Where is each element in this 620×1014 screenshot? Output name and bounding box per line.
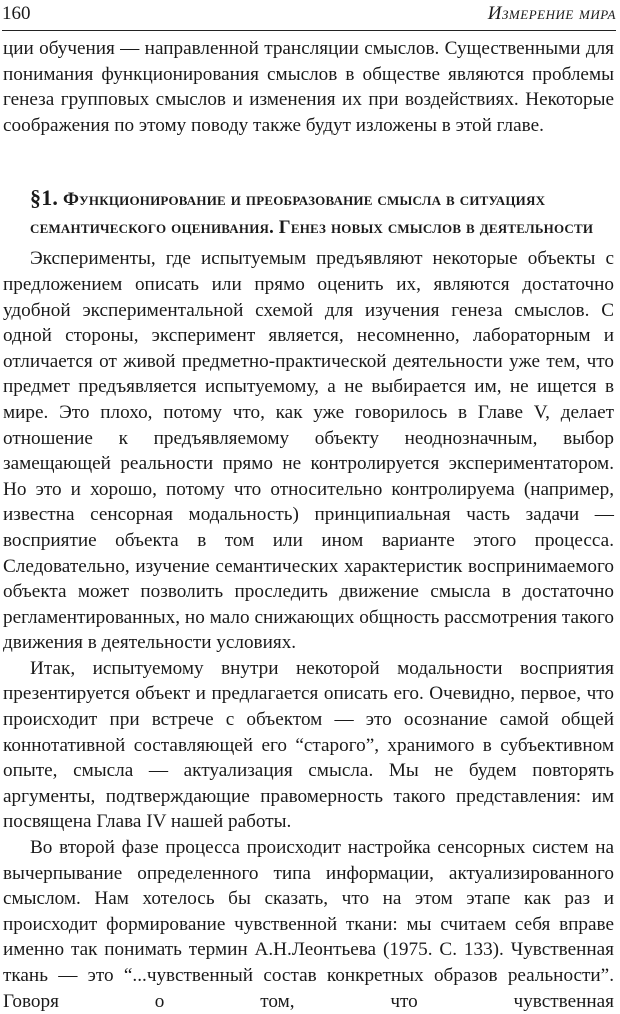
body-paragraph-2: Итак, испытуемому внутри некоторой модальности восприятия презентируется объект и предлагается описать его. Очевидно, первое, что происходит при встрече с объектом — это осознание самой общей коннотативной составляющей его “старого”, хранимого в субъективном опыте, смысла — актуализация смысла. Мы не будем повторять аргументы, подтверждающие правомерность такого представления: им посвящена Глава IV нашей работы. [3, 657, 614, 833]
running-title: Измерение мира [487, 3, 616, 24]
section-number: §1. [30, 185, 59, 211]
body-paragraph-1: Эксперименты, где испытуемым предъявляют некоторые объекты с предложением описать или прямо оценить их, являются достаточно удобной экспериментальной схемой для изучения генеза смыслов. С одной стороны, эксперимент является, несомненно, лабораторным и отличается от живой предметно-практической деятельности уже тем, что предмет предъявляется испытуемому, а не выбирается им, не ищется в мире. Это плохо, потому что, как уже говорилось в Главе V, делает отношение к предъявляемому объекту неоднозначным, выбор замещающей реальности прямо не контролируется экспериментатором. Но это и хорошо, потому что относительно контролируема (например, известна сенсорная модальность) принципиальная часть задачи — восприятие объекта в том или ином варианте этого процесса. Следовательно, изучение семантических характеристик воспринимаемого объекта может позволить проследить движение смысла в достаточно регламентированных, но мало снижающих общность рассмотрения такого движения в деятельности условиях. [3, 248, 614, 654]
section-gap [3, 138, 614, 184]
body-paragraph-3: Во второй фазе процесса происходит настройка сенсорных систем на вычерпывание определенного типа информации, актуализированного смыслом. Нам хотелось бы сказать, что на этом этапе как раз и происходит формирование чувственной ткани: мы считаем себя вправе именно так понимать термин А.Н.Леонтьева (1975. С. 133). Чувственная ткань — это “...чувственный состав конкретных образов реальности”. Говоря о том, что чувственная [3, 837, 614, 1012]
page-number: 160 [2, 3, 31, 24]
section-title: Функционирование и преобразование смысла в ситуациях семантического оценивания. Генез новых смыслов в деятельности [30, 189, 594, 239]
page-body [3, 36, 614, 1014]
intro-paragraph: ции обучения — направленной трансляции смыслов. Существенными для понимания функционирования смыслов в обществе являются проблемы генеза групповых смыслов и изменения их при воздействиях. Некоторые соображения по этому поводу также будут изложены в этой главе. [3, 38, 614, 136]
page-header [2, 0, 616, 31]
section-heading [3, 184, 614, 242]
